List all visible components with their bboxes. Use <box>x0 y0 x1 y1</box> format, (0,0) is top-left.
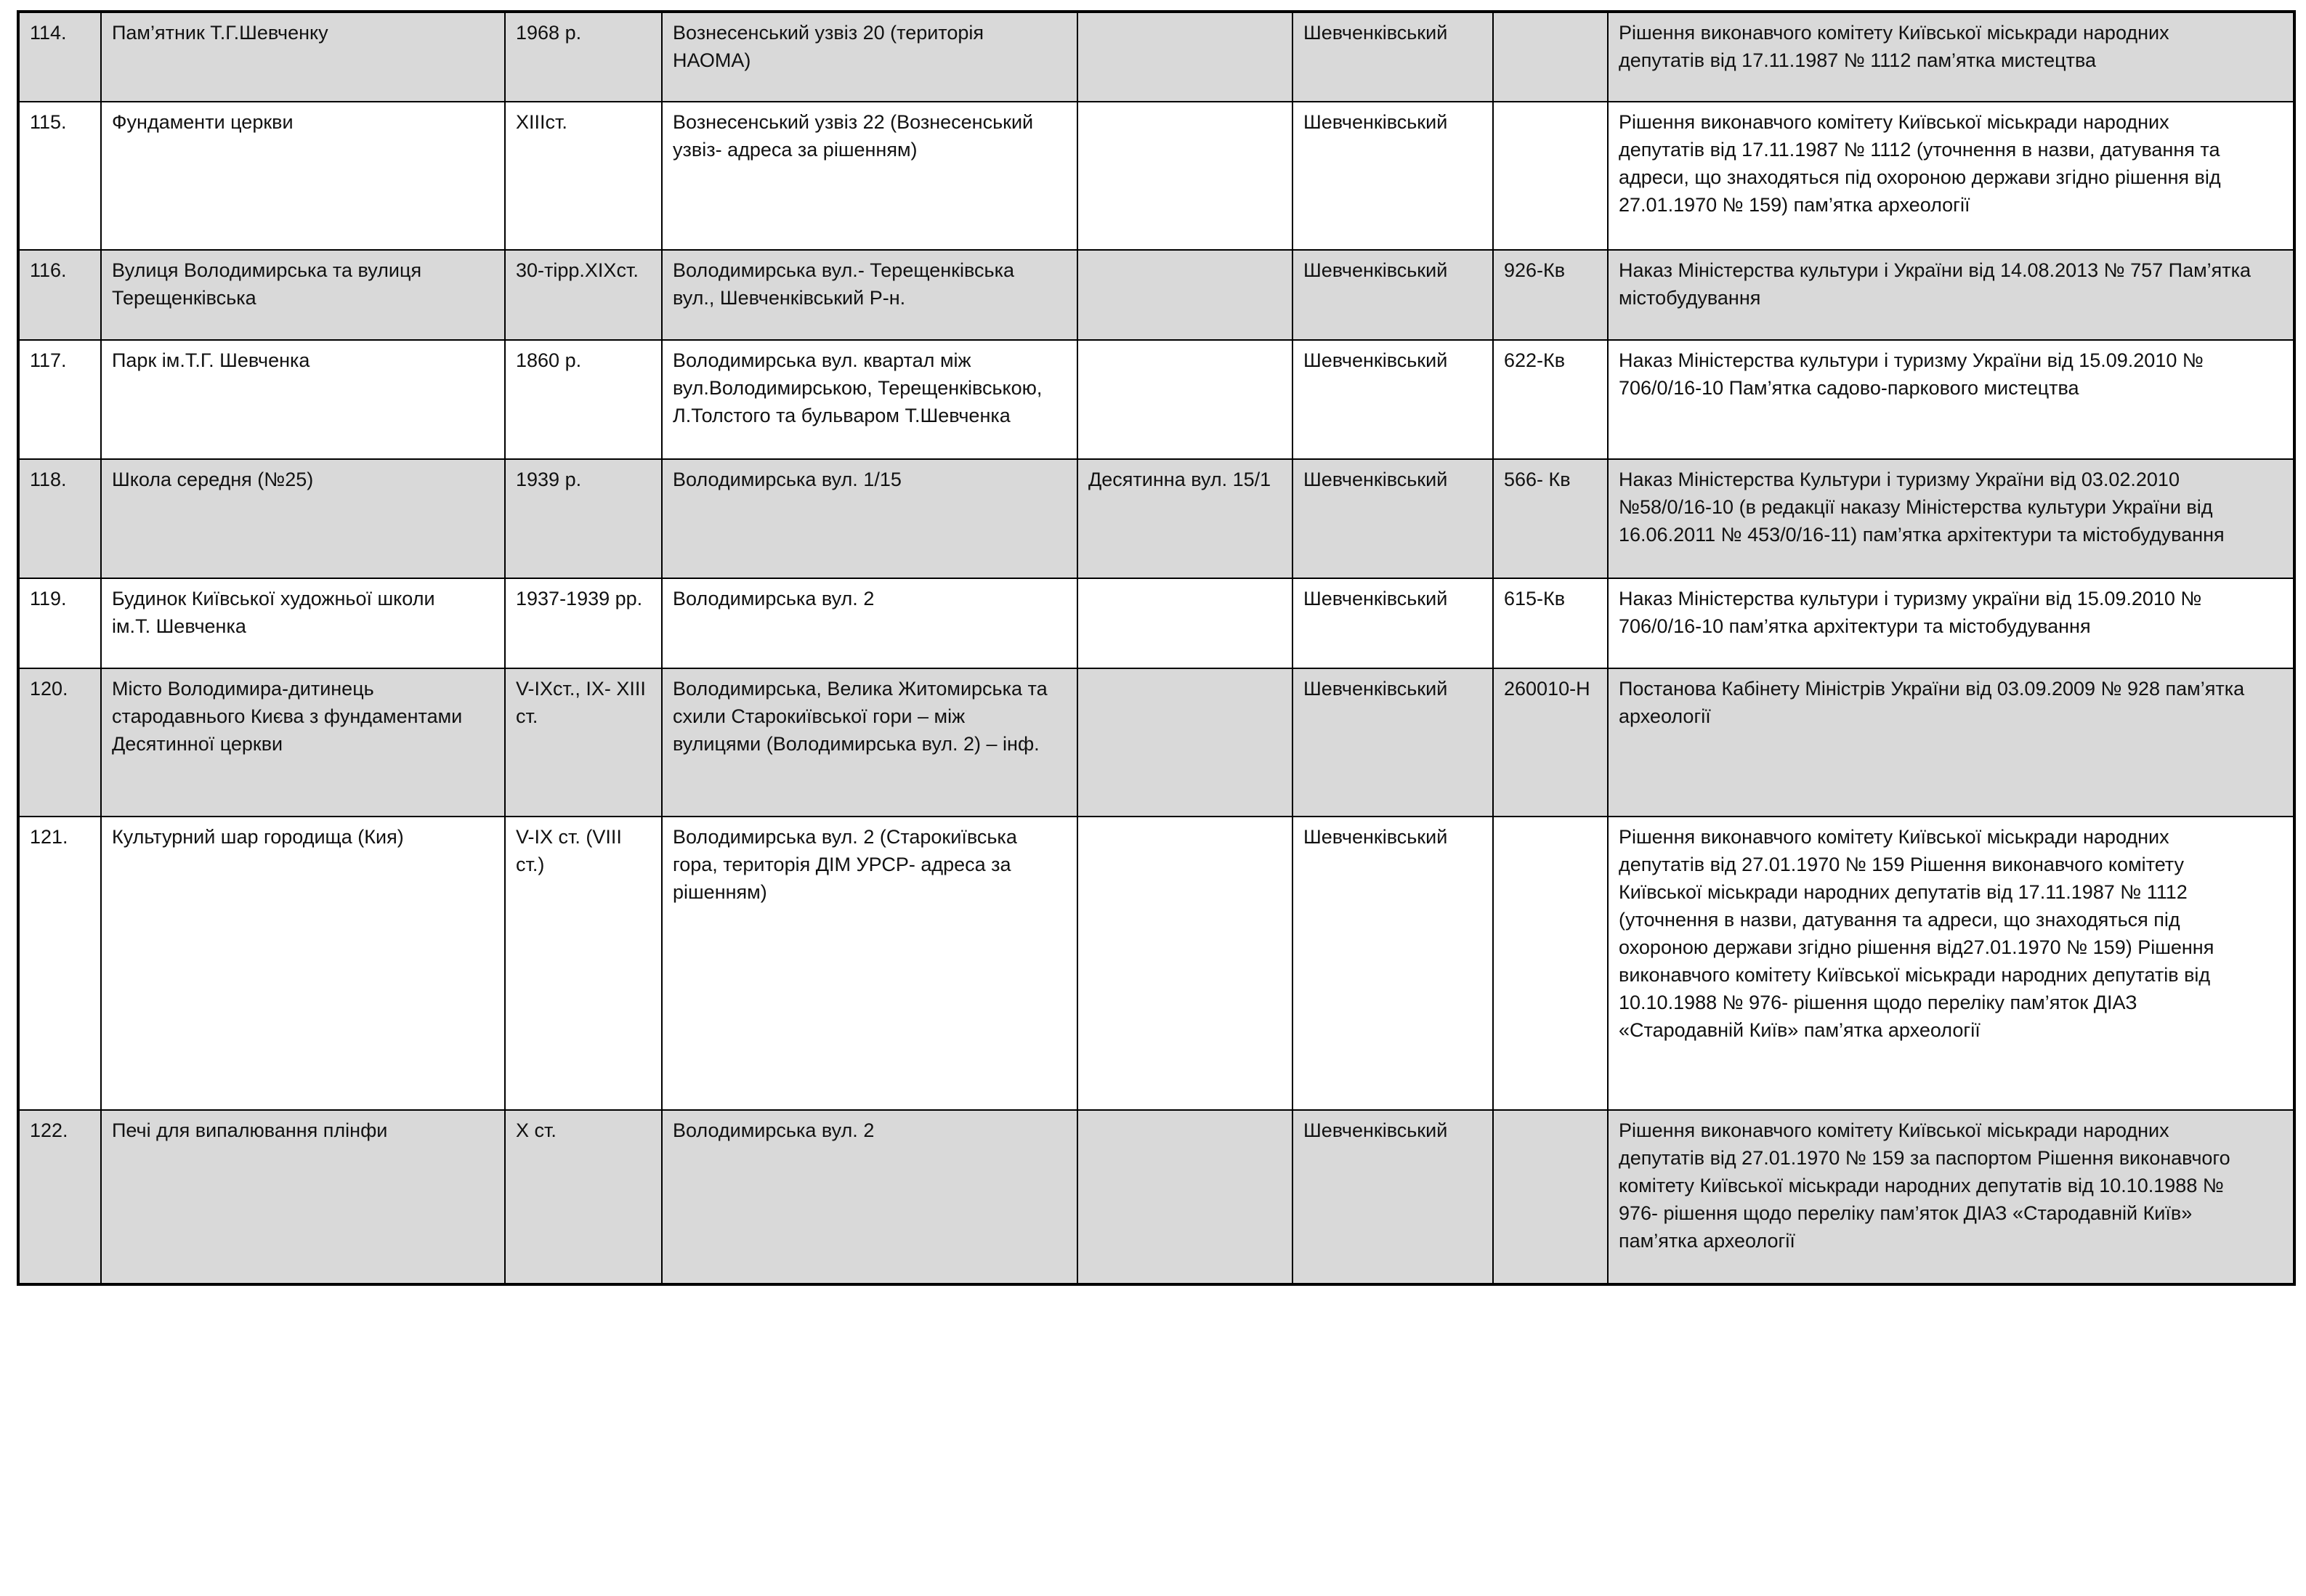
table-row <box>18 340 2294 459</box>
monument-legal-document: Наказ Міністерства Культури і туризму України від 03.02.2010 №58/0/16-10 (в редакції наказу Міністерства культури України від 16.06.2011 № 453/0/16-11) пам’ятка архітектури та містобудування <box>1608 459 2294 578</box>
monument-name: Парк ім.Т.Г. Шевченка <box>101 340 505 459</box>
monument-alt-address <box>1077 668 1292 817</box>
row-number: 115. <box>18 102 101 250</box>
monument-date: 1939 р. <box>505 459 662 578</box>
monument-alt-address <box>1077 340 1292 459</box>
monument-district: Шевченківський <box>1292 817 1493 1110</box>
monument-date: Х ст. <box>505 1110 662 1284</box>
table-row <box>18 817 2294 1110</box>
monument-address: Володимирська вул. 2 (Старокиївська гора, територія ДІМ УРСР- адреса за рішенням) <box>662 817 1077 1110</box>
monument-alt-address <box>1077 102 1292 250</box>
monument-legal-document: Наказ Міністерства культури і туризму україни від 15.09.2010 № 706/0/16-10 пам’ятка архітектури та містобудування <box>1608 578 2294 668</box>
monument-legal-document: Рішення виконавчого комітету Київської міськради народних депутатів від 27.01.1970 № 159 за паспортом Рішення виконавчого комітету Київської міськради народних депутатів від 10.10.1988 № 976- рішення щодо переліку пам’яток ДІАЗ «Стародавній Київ» пам’ятка археології <box>1608 1110 2294 1284</box>
monument-protection-code: 926-Кв <box>1493 250 1608 340</box>
table-row <box>18 459 2294 578</box>
monument-name: Вулиця Володимирська та вулиця Терещенківська <box>101 250 505 340</box>
table-row <box>18 250 2294 340</box>
monument-alt-address <box>1077 1110 1292 1284</box>
monument-district: Шевченківський <box>1292 668 1493 817</box>
monument-date: 1860 р. <box>505 340 662 459</box>
monument-legal-document: Рішення виконавчого комітету Київської міськради народних депутатів від 27.01.1970 № 159 Рішення виконавчого комітету Київської міськради народних депутатів від 17.11.1987 № 1112 (уточнення в назви, датування та адреси, що знаходяться під охороною держави згідно рішення від27.01.1970 № 159) Рішення виконавчого комітету Київської міськради народних депутатів від 10.10.1988 № 976- рішення щодо переліку пам’яток ДІАЗ «Стародавній Київ» пам’ятка археології <box>1608 817 2294 1110</box>
monument-address: Володимирська вул. 1/15 <box>662 459 1077 578</box>
monument-protection-code: 622-Кв <box>1493 340 1608 459</box>
table-row <box>18 578 2294 668</box>
monument-address: Вознесенський узвіз 22 (Вознесенський узвіз- адреса за рішенням) <box>662 102 1077 250</box>
monuments-table <box>17 10 2296 1286</box>
monument-name: Школа середня (№25) <box>101 459 505 578</box>
monument-alt-address <box>1077 817 1292 1110</box>
monument-legal-document: Рішення виконавчого комітету Київської міськради народних депутатів від 17.11.1987 № 1112 (уточнення в назви, датування та адреси, що знаходяться під охороною держави згідно рішення від 27.01.1970 № 159) пам’ятка археології <box>1608 102 2294 250</box>
monument-protection-code <box>1493 1110 1608 1284</box>
monument-name: Пам’ятник Т.Г.Шевченку <box>101 12 505 102</box>
monument-legal-document: Наказ Міністерства культури і туризму України від 15.09.2010 № 706/0/16-10 Пам’ятка садово-паркового мистецтва <box>1608 340 2294 459</box>
row-number: 116. <box>18 250 101 340</box>
monument-district: Шевченківський <box>1292 459 1493 578</box>
row-number: 120. <box>18 668 101 817</box>
row-number: 121. <box>18 817 101 1110</box>
table-row <box>18 102 2294 250</box>
monument-name: Місто Володимира-дитинець стародавнього Києва з фундаментами Десятинної церкви <box>101 668 505 817</box>
monument-district: Шевченківський <box>1292 250 1493 340</box>
monument-date: V-ІХст., ІХ- ХІІІ ст. <box>505 668 662 817</box>
row-number: 119. <box>18 578 101 668</box>
row-number: 118. <box>18 459 101 578</box>
monument-address: Володимирська вул. 2 <box>662 1110 1077 1284</box>
monument-district: Шевченківський <box>1292 340 1493 459</box>
monument-district: Шевченківський <box>1292 12 1493 102</box>
monument-district: Шевченківський <box>1292 102 1493 250</box>
monument-legal-document: Наказ Міністерства культури і України від 14.08.2013 № 757 Пам’ятка містобудування <box>1608 250 2294 340</box>
monument-address: Володимирська вул. квартал між вул.Володимирською, Терещенківською, Л.Толстого та бульваром Т.Шевченка <box>662 340 1077 459</box>
monument-date: V-ІХ ст. (VІІІ ст.) <box>505 817 662 1110</box>
monument-district: Шевченківський <box>1292 1110 1493 1284</box>
monument-protection-code <box>1493 817 1608 1110</box>
row-number: 117. <box>18 340 101 459</box>
monument-address: Володимирська, Велика Житомирська та схили Старокиївської гори – між вулицями (Володимирська вул. 2) – інф. <box>662 668 1077 817</box>
monument-name: Фундаменти церкви <box>101 102 505 250</box>
monument-address: Володимирська вул. 2 <box>662 578 1077 668</box>
monument-protection-code: 615-Кв <box>1493 578 1608 668</box>
monument-protection-code <box>1493 102 1608 250</box>
monument-alt-address <box>1077 250 1292 340</box>
monument-alt-address <box>1077 12 1292 102</box>
monument-protection-code: 566- Кв <box>1493 459 1608 578</box>
monument-protection-code: 260010-Н <box>1493 668 1608 817</box>
monument-date: 30-тірр.ХІХст. <box>505 250 662 340</box>
monument-protection-code <box>1493 12 1608 102</box>
monument-alt-address <box>1077 578 1292 668</box>
row-number: 122. <box>18 1110 101 1284</box>
monument-address: Володимирська вул.- Терещенківська вул., Шевченківський Р-н. <box>662 250 1077 340</box>
table-row <box>18 1110 2294 1284</box>
monument-name: Культурний шар городища (Кия) <box>101 817 505 1110</box>
monument-name: Будинок Київської художньої школи ім.Т. Шевченка <box>101 578 505 668</box>
monument-date: 1968 р. <box>505 12 662 102</box>
monument-legal-document: Рішення виконавчого комітету Київської міськради народних депутатів від 17.11.1987 № 1112 пам’ятка мистецтва <box>1608 12 2294 102</box>
monument-legal-document: Постанова Кабінету Міністрів України від 03.09.2009 № 928 пам’ятка археології <box>1608 668 2294 817</box>
monument-date: 1937-1939 рр. <box>505 578 662 668</box>
monument-district: Шевченківський <box>1292 578 1493 668</box>
monument-name: Печі для випалювання плінфи <box>101 1110 505 1284</box>
monument-date: ХІІІст. <box>505 102 662 250</box>
monument-alt-address: Десятинна вул. 15/1 <box>1077 459 1292 578</box>
row-number: 114. <box>18 12 101 102</box>
table-row <box>18 668 2294 817</box>
monument-address: Вознесенський узвіз 20 (територія НАОМА) <box>662 12 1077 102</box>
table-row <box>18 12 2294 102</box>
